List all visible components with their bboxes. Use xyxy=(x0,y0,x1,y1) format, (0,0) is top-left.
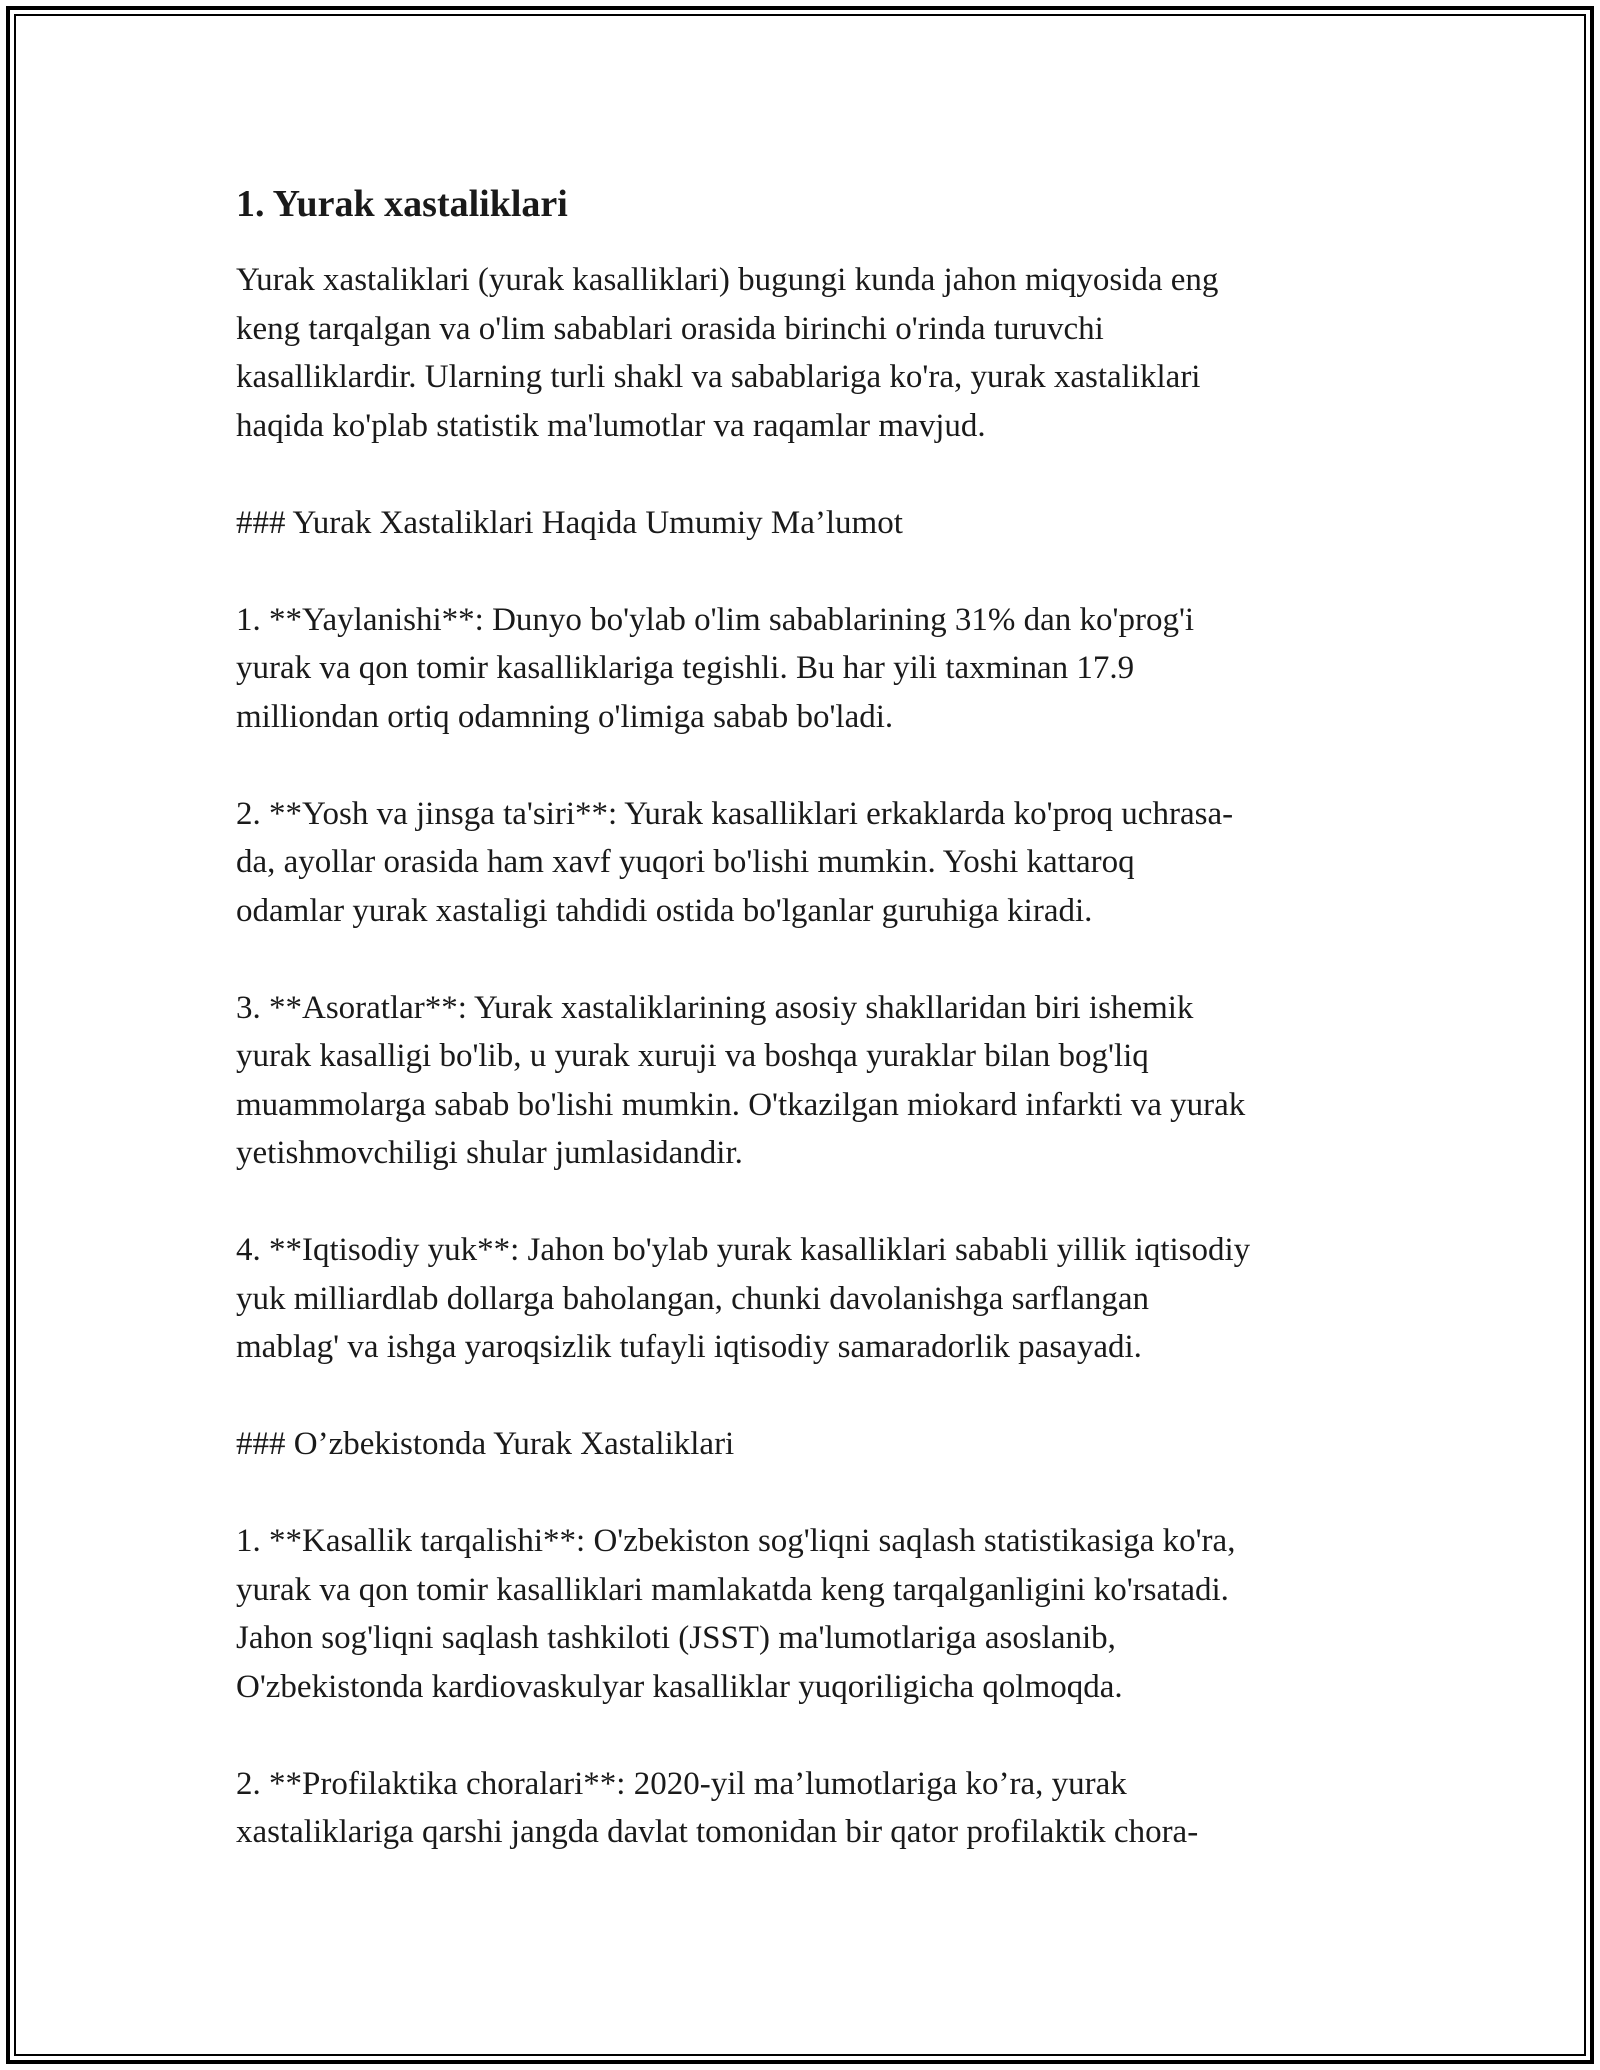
text-line: 1. **Yaylanishi**: Dunyo bo'ylab o'lim sabablarining 31% dan ko'prog'i xyxy=(236,601,1195,638)
text-line: yurak va qon tomir kasalliklariga tegishli. Bu har yili taxminan 17.9 xyxy=(236,650,1135,686)
document-body xyxy=(236,180,1376,1905)
list-item-prevention xyxy=(236,1760,1376,1857)
text-line: keng tarqalgan va o'lim sabablari orasida birinchi o'rinda turuvchi xyxy=(236,310,1104,347)
paragraph-intro xyxy=(236,256,1376,450)
text-line: yurak va qon tomir kasalliklari mamlakatda keng tarqalganligini ko'rsatadi. xyxy=(236,1571,1229,1608)
text-line: yurak kasalligi bo'lib, u yurak xuruji va boshqa yuraklar bilan bog'liq xyxy=(236,1038,1149,1074)
list-item-prevalence xyxy=(236,596,1376,742)
section-heading-uzbekistan xyxy=(236,1420,1376,1469)
section-heading-general xyxy=(236,499,1376,548)
list-item-disease-spread xyxy=(236,1517,1376,1711)
text-line: ### Yurak Xastaliklari Haqida Umumiy Ma’lumot xyxy=(236,504,903,541)
text-line: 3. **Asoratlar**: Yurak xastaliklarining asosiy shakllaridan biri ishemik xyxy=(236,989,1194,1026)
text-line: 1. **Kasallik tarqalishi**: O'zbekiston sog'liqni saqlash statistikasiga ko'ra, xyxy=(236,1523,1236,1559)
text-line: Yurak xastaliklari (yurak kasalliklari) bugungi kunda jahon miqyosida eng xyxy=(236,262,1219,298)
text-line: yuk milliardlab dollarga baholangan, chunki davolanishga sarflangan xyxy=(236,1280,1150,1317)
text-line: muammolarga sabab bo'lishi mumkin. O'tkazilgan miokard infarkti va yurak xyxy=(236,1086,1246,1123)
document-title: 1. Yurak xastaliklari xyxy=(236,183,568,225)
text-line: haqida ko'plab statistik ma'lumotlar va raqamlar mavjud. xyxy=(236,407,986,444)
text-line: Jahon sog'liqni saqlash tashkiloti (JSST) ma'lumotlariga asoslanib, xyxy=(236,1620,1116,1656)
text-line: ### O’zbekistonda Yurak Xastaliklari xyxy=(236,1426,735,1462)
list-item-economic-burden xyxy=(236,1226,1376,1372)
text-line: xastaliklariga qarshi jangda davlat tomonidan bir qator profilaktik chora- xyxy=(236,1814,1199,1850)
text-line: O'zbekistonda kardiovaskulyar kasalliklar yuqoriligicha qolmoqda. xyxy=(236,1668,1123,1705)
text-line: milliondan ortiq odamning o'limiga sabab bo'ladi. xyxy=(236,698,894,735)
list-item-age-gender xyxy=(236,790,1376,936)
text-line: 4. **Iqtisodiy yuk**: Jahon bo'ylab yurak kasalliklari sababli yillik iqtisodiy xyxy=(236,1232,1251,1268)
text-line: 2. **Profilaktika choralari**: 2020-yil ma’lumotlariga ko’ra, yurak xyxy=(236,1765,1127,1802)
text-line: odamlar yurak xastaligi tahdidi ostida bo'lganlar guruhiga kiradi. xyxy=(236,892,1093,929)
text-line: kasalliklardir. Ularning turli shakl va sabablariga ko'ra, yurak xastaliklari xyxy=(236,359,1201,395)
text-line: da, ayollar orasida ham xavf yuqori bo'lishi mumkin. Yoshi kattaroq xyxy=(236,844,1135,880)
text-line: mablag' va ishga yaroqsizlik tufayli iqtisodiy samaradorlik pasayadi. xyxy=(236,1329,1142,1365)
text-line: 2. **Yosh va jinsga ta'siri**: Yurak kasalliklari erkaklarda ko'proq uchrasa- xyxy=(236,795,1234,832)
text-line: yetishmovchiligi shular jumlasidandir. xyxy=(236,1135,743,1171)
list-item-complications xyxy=(236,984,1376,1178)
